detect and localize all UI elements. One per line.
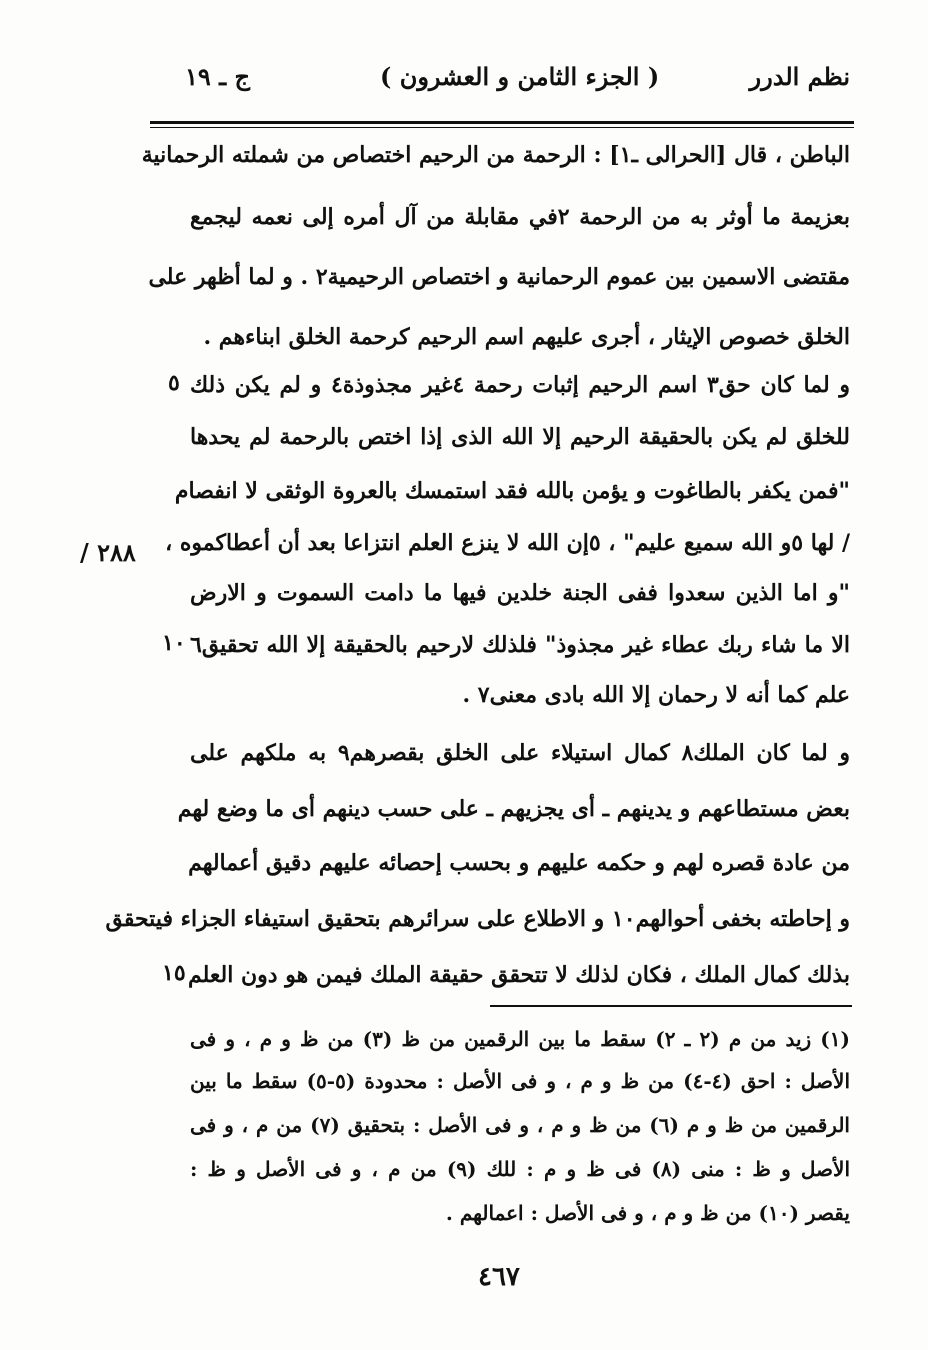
text-line: و لما كان الملك٨ كمال استيلاء على الخلق بقصرهم٩ به ملكهم على [190, 740, 850, 766]
text-line: علم كما أنه لا رحمان إلا الله بادى معنى٧ . [462, 682, 850, 708]
original-page-reference: ٢٨٨ / [80, 538, 136, 567]
footnote-line: الأصل و ظ : منى (٨) فى ظ و م : للك (٩) من م ، و فى الأصل و ظ : [190, 1157, 851, 1181]
text-line: مقتضى الاسمين بين عموم الرحمانية و اختصاص الرحيمية٢ . و لما أظهر على [148, 264, 850, 290]
text-line: للخلق لم يكن بالحقيقة الرحيم إلا الله الذى إذا اختص بالرحمة لم يحدها [190, 424, 850, 450]
text-line: بذلك كمال الملك ، فكان لذلك لا تتحقق حقيقة الملك فيمن هو دون العلم [188, 962, 850, 988]
text-line: بعض مستطاعهم و يدينهم ـ أى يجزيهم ـ على حسب دينهم أى ما وضع لهم [177, 796, 850, 822]
text-line: "فمن يكفر بالطاغوت و يؤمن بالله فقد استمسك بالعروة الوثقى لا انفصام [174, 478, 850, 504]
text-line: / لها ٥و الله سميع عليم" ، ٥إن الله لا ينزع العلم انتزاعا بعد أن أعطاكموه ، [165, 530, 850, 556]
text-line: بعزيمة ما أوثر به من الرحمة ٢في مقابلة من آل أمره إلى نعمه ليجمع [190, 204, 850, 230]
book-title: نظم الدرر [749, 62, 850, 91]
header-rule [150, 121, 854, 124]
footnote-line: يقصر (١٠) من ظ و م ، و فى الأصل : اعمالهم . [445, 1201, 850, 1225]
part-title: ( الجزء الثامن و العشرون ) [380, 62, 660, 91]
text-line: الباطن ، قال [الحرالى ـ١] : الرحمة من الرحيم اختصاص من شملته الرحمانية [141, 142, 850, 168]
text-line: الخلق خصوص الإيثار ، أجرى عليهم اسم الرحيم كرحمة الخلق ابناءهم . [203, 324, 850, 350]
footnote-line: (١) زيد من م (٢ ـ ٢) سقط ما بين الرقمين من ظ (٣) من ظ و م ، و فى [190, 1027, 850, 1051]
running-header [150, 62, 850, 106]
line-number: ١٠ [162, 630, 186, 656]
line-number: ٥ [168, 370, 180, 396]
header-rule-thin [150, 127, 854, 128]
text-line: و إحاطته بخفى أحوالهم١٠ و الاطلاع على سرائرهم بتحقيق استيفاء الجزاء فيتحقق [105, 906, 850, 932]
text-line: الا ما شاء ربك عطاء غير مجذوذ" فلذلك لارحيم بالحقيقة إلا الله تحقيق٦ [190, 632, 850, 658]
line-number: ١٥ [162, 960, 186, 986]
text-line: و لما كان حق٣ اسم الرحيم إثبات رحمة ٤غير مجذوذة٤ و لم يكن ذلك [190, 372, 851, 398]
volume-number: ج ـ ١٩ [185, 62, 251, 91]
page-number: ٤٦٧ [478, 1262, 520, 1292]
footnote-rule [490, 1005, 852, 1007]
footnote-line: الرقمين من ظ و م (٦) من ظ و م ، و فى الأصل : بتحقيق (٧) من م ، و فى [190, 1113, 850, 1137]
text-line: من عادة قصره لهم و حكمه عليهم و بحسب إحصائه عليهم دقيق أعمالهم [188, 850, 850, 876]
text-line: "و اما الذين سعدوا ففى الجنة خلدين فيها ما دامت السموت و الارض [190, 580, 850, 606]
footnote-line: الأصل : احق (٤-٤) من ظ و م ، و فى الأصل : محدودة (٥-٥) سقط ما بين [190, 1069, 850, 1093]
